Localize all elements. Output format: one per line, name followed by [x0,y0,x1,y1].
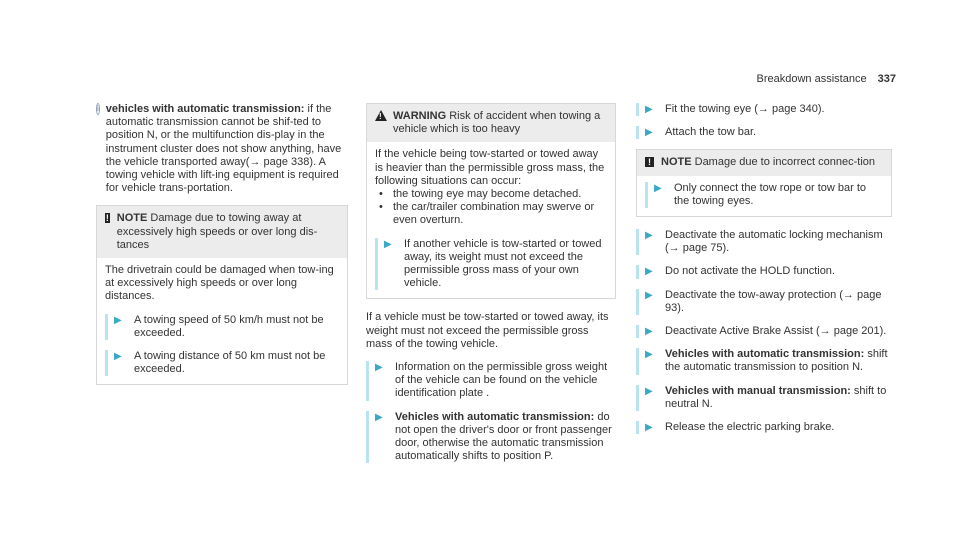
note-step [645,182,883,208]
bullet-item: • the towing eye may become detached. [379,188,582,201]
step-text: A towing distance of 50 km must not be exceeded. [134,350,326,376]
arrow-right-icon: ▶ [645,104,653,115]
arrow-right-icon: ▶ [645,266,653,278]
note-header [97,206,347,258]
page-header [757,73,896,86]
column-2 [366,103,616,463]
page-number: 337 [877,73,896,85]
note-icon: ! [645,157,654,167]
col3-step-manual [636,385,892,411]
arrow-right-icon: ▶ [645,349,653,361]
bullet-text: the car/trailer combination may swerve or even overturn. [393,201,595,227]
note-title: Damage due to incorrect connec-tion [694,156,876,169]
step-text: If another vehicle is tow-started or towed away, its weight must not exceed the permissible gross mass of your own vehicle. [404,237,602,290]
step-text: A towing speed of 50 km/h must not be exceeded. [134,313,324,339]
tow-paragraph: If a vehicle must be tow-started or towed away, its weight must not exceed the permissible gross mass of the towing vehicle. [366,311,609,350]
warning-box [366,103,616,299]
bullet-item: • the car/trailer combination may swerve or even overturn. [375,201,607,227]
warning-icon [375,110,387,121]
info-paragraph [96,103,348,195]
bullet-text: the towing eye may become detached. [393,188,582,201]
note-label: NOTE [661,156,692,169]
step-text: Only connect the tow rope or tow bar to the towing eyes. [674,181,866,207]
arrow-right-icon: ▶ [375,411,383,423]
step-bold: Vehicles with automatic transmission: [665,348,865,361]
col2-step-2 [366,411,616,464]
col3-step-towaway [636,289,892,315]
info-text: if the automatic transmission cannot be shif-ted to position N, or the multifunction dis-play in the instrument cluster does not show anything, have the vehicle transported away(→ page 338). A towing vehicle with lift-ing equipment is required for vehicle trans-portation. [105,103,342,195]
section-title: Breakdown assistance [756,73,867,85]
step-text: Information on the permissible gross weight of the vehicle can be found on the vehicle identification plate . [395,361,608,400]
col2-step-1 [366,361,616,401]
note-step-1 [105,314,339,340]
step-text: Deactivate the automatic locking mechanism (→ page 75). [665,229,883,255]
col3-step-brake-assist [636,325,892,338]
warning-body [367,142,615,298]
arrow-right-icon: ▶ [375,362,383,374]
step-text: Release the electric parking brake. [665,421,835,434]
arrow-right-icon: ▶ [384,238,392,250]
note-box [96,205,348,385]
note-title: Damage due to towing away at excessively high speeds or over long dis-tances [116,212,318,251]
note-body [637,176,891,216]
column-1 [96,103,348,385]
info-title: vehicles with automatic transmission: [105,103,305,115]
step-text: shift to neutral N. [665,384,887,410]
note-label: NOTE [116,212,148,225]
note-body [97,258,347,384]
arrow-right-icon: ▶ [114,314,122,326]
arrow-right-icon: ▶ [645,230,653,242]
step-text: Do not activate the HOLD function. [665,265,835,278]
arrow-right-icon: ▶ [645,289,653,301]
arrow-right-icon: ▶ [645,326,653,338]
arrow-right-icon: ▶ [645,127,653,139]
step-text: Attach the tow bar. [665,126,757,139]
warning-step [375,238,607,291]
note-step-2 [105,350,339,376]
step-text: Deactivate the tow-away protection (→ page 93). [665,288,882,314]
step-bold: Vehicles with automatic transmission: [395,410,595,423]
note-body-text: The drivetrain could be damaged when tow-ing at excessively high speeds or over long distances. [105,264,334,303]
note-header [637,150,891,175]
col3-step-locking [636,229,892,255]
step-text: Deactivate Active Brake Assist (→ page 201). [665,325,887,338]
note-icon: ! [105,213,109,224]
arrow-right-icon: ▶ [645,385,653,397]
warning-header [367,104,615,142]
col3-step-fit [636,103,892,116]
arrow-right-icon: ▶ [654,182,662,194]
arrow-right-icon: ▶ [114,351,122,363]
step-text: do not open the driver's door or front passenger door, otherwise the automatic transmission automatically shifts to position P. [395,410,612,463]
info-icon: i [97,104,99,113]
column-3 [636,103,892,434]
col3-step-auto [636,348,892,374]
step-bold: Vehicles with manual transmission: [665,384,851,397]
step-text: shift the automatic transmission to position N. [665,348,888,374]
col3-step-hold [636,265,892,278]
warning-title: Risk of accident when towing a vehicle which is too heavy [393,110,601,136]
note-box-2 [636,149,892,217]
col3-step-release [636,421,892,434]
col3-step-attach [636,126,892,139]
step-text: Fit the towing eye (→ page 340). [665,103,825,115]
arrow-right-icon: ▶ [645,422,653,434]
warning-label: WARNING [393,110,447,122]
warning-body-text: If the vehicle being tow-started or towed away is heavier than the permissible gross mass, the following situations can occur: [375,148,605,187]
